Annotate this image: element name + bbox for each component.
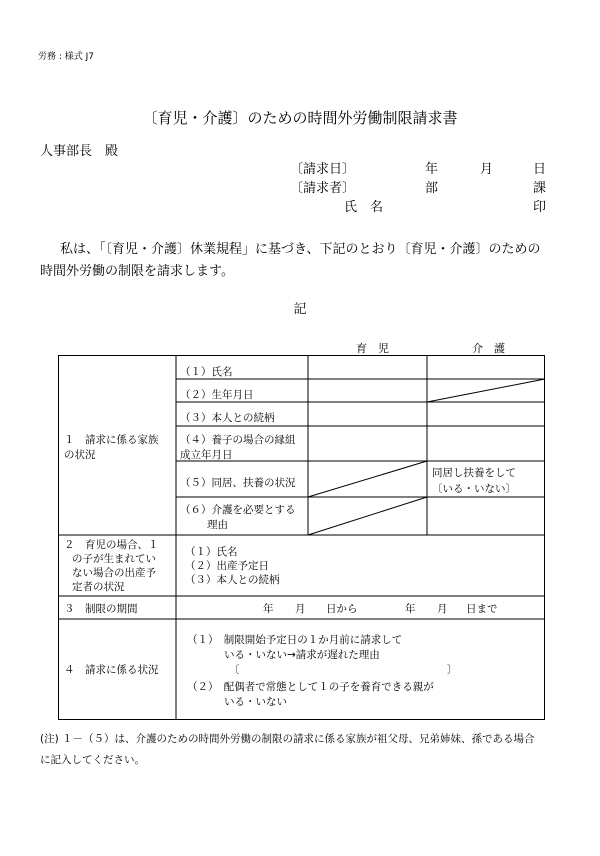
- body-line-2: 時間外労働の制限を請求します。: [40, 264, 234, 279]
- advance-request-line1: （１） 制限開始予定日の１か月前に請求して: [187, 634, 403, 646]
- adoption-label-line2: 成立年月日: [180, 449, 233, 461]
- period-from-month: 月: [295, 603, 306, 615]
- family-name-label: （１）氏名: [180, 366, 233, 378]
- advance-request-line2: いる・いない→請求が遅れた理由: [224, 649, 380, 661]
- request-date-label: 〔請求日〕: [290, 162, 356, 177]
- dependent-note-line1: 同居し扶養をして: [432, 467, 516, 479]
- reason-bracket-open: 〔: [229, 664, 240, 676]
- due-date-label: （２）出産予定日: [185, 560, 269, 572]
- request-date-day: 日: [533, 162, 547, 177]
- column-nursing: 介 護: [472, 342, 505, 355]
- requester-section: 課: [533, 181, 547, 196]
- period-from-year: 年: [263, 603, 274, 615]
- spouse-line2: いる・いない: [224, 696, 287, 708]
- section2-label-line3: ない場合の出産予: [72, 567, 156, 579]
- expectant-name-label: （１）氏名: [185, 546, 238, 558]
- section2-label-line2: の子が生まれてい: [72, 553, 156, 565]
- expectant-relationship-label: （３）本人との続柄: [185, 574, 280, 586]
- reason-bracket-close: 〕: [447, 664, 458, 676]
- page-title: 〔育児・介護〕のための時間外労働制限請求書: [142, 109, 458, 127]
- cohabitation-label: （５）同居、扶養の状況: [180, 477, 296, 489]
- footnote: [40, 729, 560, 771]
- adoption-label-line1: （４）養子の場合の縁組: [180, 434, 296, 446]
- period-to-month: 月: [437, 603, 448, 615]
- period-from-day: 日から: [326, 603, 358, 615]
- period-to-year: 年: [405, 603, 416, 615]
- spouse-line1: （２） 配偶者で常態として１の子を養育できる親が: [187, 681, 434, 693]
- column-childcare: 育 児: [356, 342, 389, 355]
- document-code: 労務 : 様式 J7: [38, 52, 94, 62]
- name-label: 氏 名: [344, 200, 384, 215]
- body-line-1: 私は、「〔育児・介護〕休業規程」に基づき、下記のとおり〔育児・介護〕のための: [60, 242, 541, 257]
- seal-mark: 印: [533, 200, 547, 215]
- section2-label-line4: 定者の状況: [72, 581, 125, 593]
- relationship-label: （３）本人との続柄: [180, 412, 275, 424]
- addressee: 人事部長 殿: [40, 144, 119, 159]
- section3-label: ３ 制限の期間: [64, 603, 138, 615]
- care-reason-label-line2: 理由: [207, 519, 228, 531]
- period-to-day: 日まで: [466, 603, 498, 615]
- section1-label-line1: １ 請求に係る家族: [64, 434, 159, 446]
- dependent-note-line2: 〔いる・いない〕: [432, 483, 516, 495]
- birthdate-label: （２）生年月日: [180, 389, 254, 401]
- ki-heading: 記: [293, 302, 307, 317]
- section1-label-line2: の状況: [64, 449, 96, 461]
- section2-label-line1: ２ 育児の場合、１: [64, 539, 159, 551]
- requester-label: 〔請求者〕: [290, 181, 356, 196]
- footnote-line1: (注) １－（５）は、介護のための時間外労働の制限の請求に係る家族が祖父母、兄弟姉妹、孫である場合: [40, 733, 535, 745]
- care-reason-label-line1: （６）介護を必要とする: [180, 504, 296, 516]
- request-date-year: 年: [425, 162, 439, 177]
- section4-label: ４ 請求に係る状況: [64, 664, 159, 676]
- request-date-month: 月: [480, 162, 494, 177]
- requester-dept: 部: [425, 181, 439, 196]
- footnote-line2: に記入してください。: [40, 754, 145, 766]
